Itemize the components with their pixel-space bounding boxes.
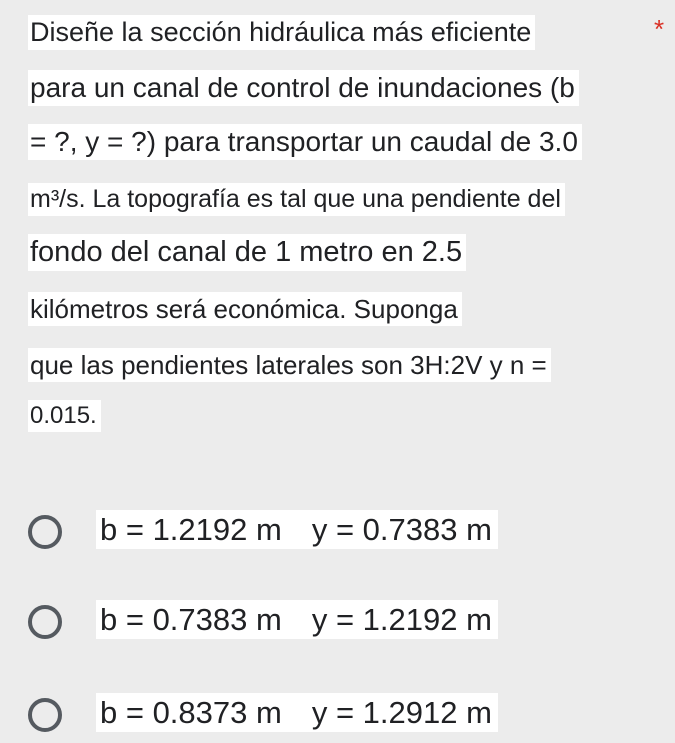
question-line-4: m³/s. La topografía es tal que una pendiente del (28, 183, 565, 216)
option-b-value: b = 0.7383 m (100, 602, 282, 637)
option-1[interactable] (28, 510, 668, 560)
question-line-6: kilómetros será económica. Suponga (28, 292, 462, 326)
question-line-7: que las pendientes laterales son 3H:2V y n = (28, 348, 551, 382)
option-label[interactable] (96, 510, 498, 549)
question-line-8: 0.015. (28, 400, 101, 432)
radio-button-icon[interactable] (28, 515, 62, 549)
question-line-3: = ?, y = ?) para transportar un caudal de 3.0 (28, 124, 582, 160)
option-y-value: y = 0.7383 m (311, 512, 492, 547)
question-line-5: fondo del canal de 1 metro en 2.5 (28, 234, 466, 271)
question-line-1: Diseñe la sección hidráulica más eficiente (28, 15, 535, 50)
option-label[interactable] (96, 600, 498, 639)
option-y-value: y = 1.2192 m (311, 602, 492, 637)
option-label[interactable] (96, 693, 498, 732)
option-y-value: y = 1.2912 m (311, 695, 492, 730)
radio-button-icon[interactable] (28, 605, 62, 639)
option-2[interactable] (28, 600, 668, 650)
option-b-value: b = 0.8373 m (100, 695, 282, 730)
radio-button-icon[interactable] (28, 698, 62, 732)
option-b-value: b = 1.2192 m (100, 512, 282, 547)
question-line-2: para un canal de control de inundaciones (b (28, 70, 579, 106)
option-3[interactable] (28, 693, 668, 743)
required-asterisk: * (654, 14, 665, 44)
